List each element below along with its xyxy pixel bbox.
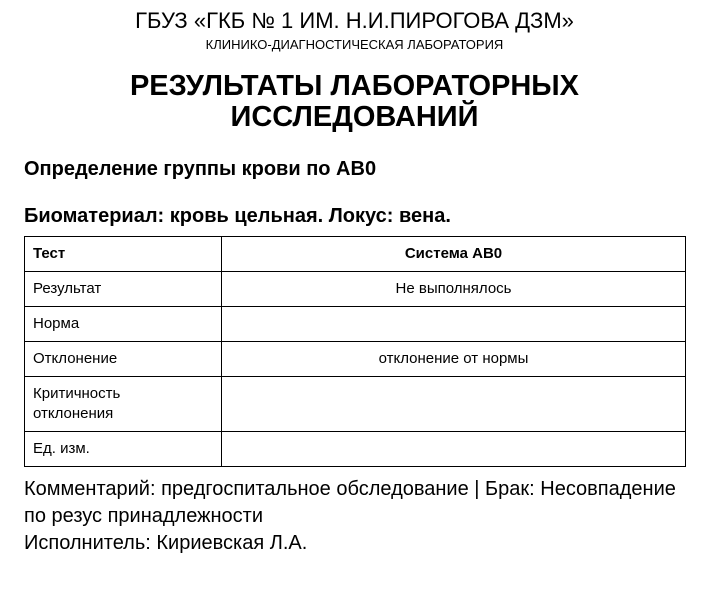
- document-title-line-2: ИССЛЕДОВАНИЙ: [230, 101, 479, 133]
- row-label-line-1: Критичность: [33, 385, 121, 402]
- row-label-cell: Результат: [25, 272, 222, 307]
- test-name: Определение группы крови по АВ0: [24, 158, 377, 180]
- row-value-cell: [222, 307, 686, 342]
- table-row-norm: [25, 307, 686, 342]
- table-row-deviation: [25, 342, 686, 377]
- header-label-cell: Тест: [25, 237, 222, 272]
- comment-text: Комментарий: предгоспитальное обследование | Брак: Несовпадение по резус принадлежности: [24, 478, 676, 527]
- row-label-cell: Ед. изм.: [25, 432, 222, 467]
- header-value-cell: Система АВ0: [222, 237, 686, 272]
- row-value-cell: [222, 432, 686, 467]
- laboratory-name: КЛИНИКО-ДИАГНОСТИЧЕСКАЯ ЛАБОРАТОРИЯ: [205, 37, 504, 52]
- organization-name: ГБУЗ «ГКБ № 1 ИМ. Н.И.ПИРОГОВА ДЗМ»: [135, 8, 574, 33]
- document-title: [0, 71, 709, 133]
- table-row-units: [25, 432, 686, 467]
- row-value-cell: отклонение от нормы: [222, 342, 686, 377]
- table-row-criticality: [25, 377, 686, 432]
- row-label-cell: Норма: [25, 307, 222, 342]
- performer-text: Исполнитель: Кириевская Л.А.: [24, 532, 308, 554]
- results-table: [24, 236, 686, 467]
- row-label-line-2: отклонения: [33, 405, 114, 422]
- row-label-cell: Отклонение: [25, 342, 222, 377]
- row-value-cell: Не выполнялось: [222, 272, 686, 307]
- row-value-cell: [222, 377, 686, 432]
- table-row-result: [25, 272, 686, 307]
- biomaterial-info: Биоматериал: кровь цельная. Локус: вена.: [24, 205, 451, 227]
- row-label-cell: [25, 377, 222, 432]
- document-title-line-1: РЕЗУЛЬТАТЫ ЛАБОРАТОРНЫХ: [129, 70, 580, 102]
- table-header-row: [25, 237, 686, 272]
